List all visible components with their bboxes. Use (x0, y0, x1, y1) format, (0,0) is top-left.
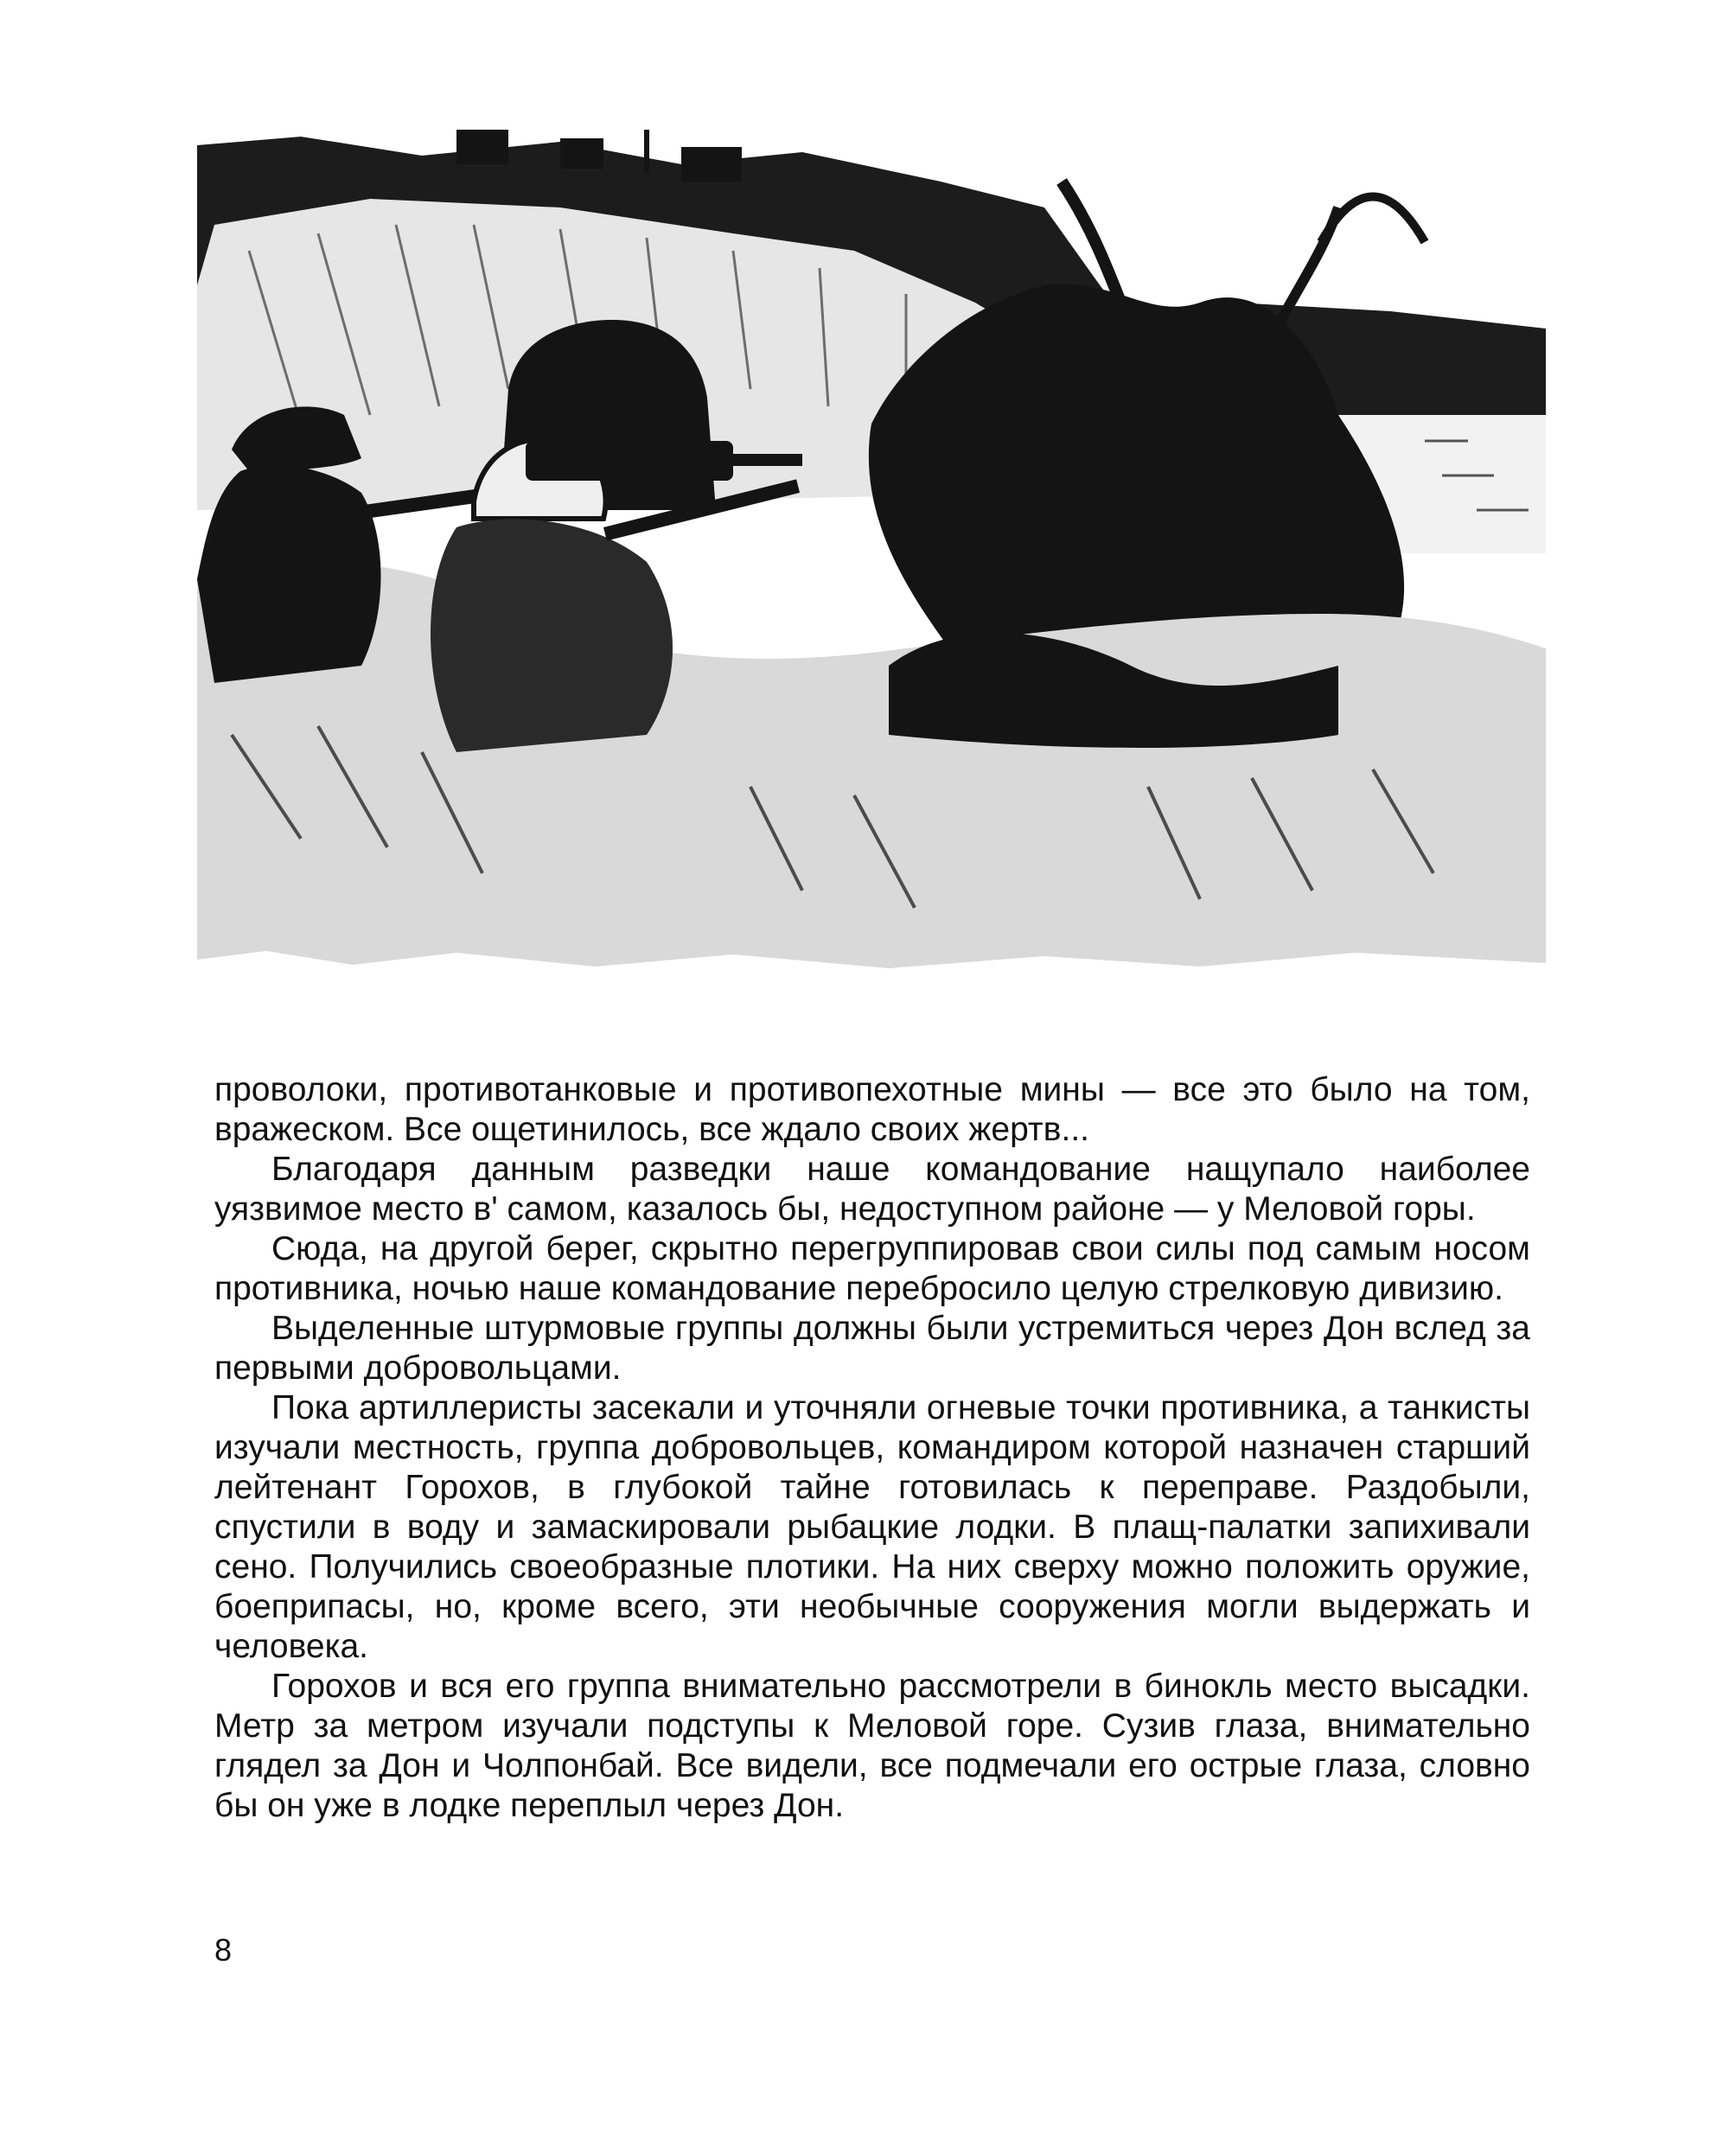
body-text (214, 1070, 1530, 1826)
paragraph: Горохов и вся его группа внимательно рассмотрели в бинокль место высадки. Метр за метром изучали подступы к Меловой горе. Сузив глаза, внимательно глядел за Дон и Чолпонбай. Все видели, все подмечали его острые глаза, словно бы он уже в лодке переплыл через Дон. (214, 1668, 1530, 1824)
page-number: 8 (214, 1932, 233, 1968)
paragraph: проволоки, противотанковые и противопехотные мины — все это было на том, вражеском. Все ощетинилось, все ждало своих жертв... (214, 1071, 1530, 1148)
paragraph: Сюда, на другой берег, скрытно перегруппировав свои силы под самым носом противника, ночью наше командование перебросило целую стрелковую дивизию. (214, 1230, 1530, 1307)
paragraph: Выделенные штурмовые группы должны были устремиться через Дон вслед за первыми добровольцами. (214, 1310, 1530, 1387)
paragraph: Пока артиллеристы засекали и уточняли огневые точки противника, а танкисты изучали местность, группа добровольцев, командиром которой назначен старший лейтенант Горохов, в глубокой тайне готовилась к переправе. Раздобыли, спустили в воду и замаскировали рыбацкие лодки. В плащ-палатки запихивали сено. Получились своеобразные плотики. На них сверху можно положить оружие, боеприпасы, но, кроме всего, эти необычные сооружения могли выдержать и человека. (214, 1389, 1530, 1665)
war-scene-illustration (197, 130, 1546, 986)
paragraph: Благодаря данным разведки наше командование нащупало наиболее уязвимое место в' самом, казалось бы, недоступном районе — у Меловой горы. (214, 1151, 1530, 1228)
